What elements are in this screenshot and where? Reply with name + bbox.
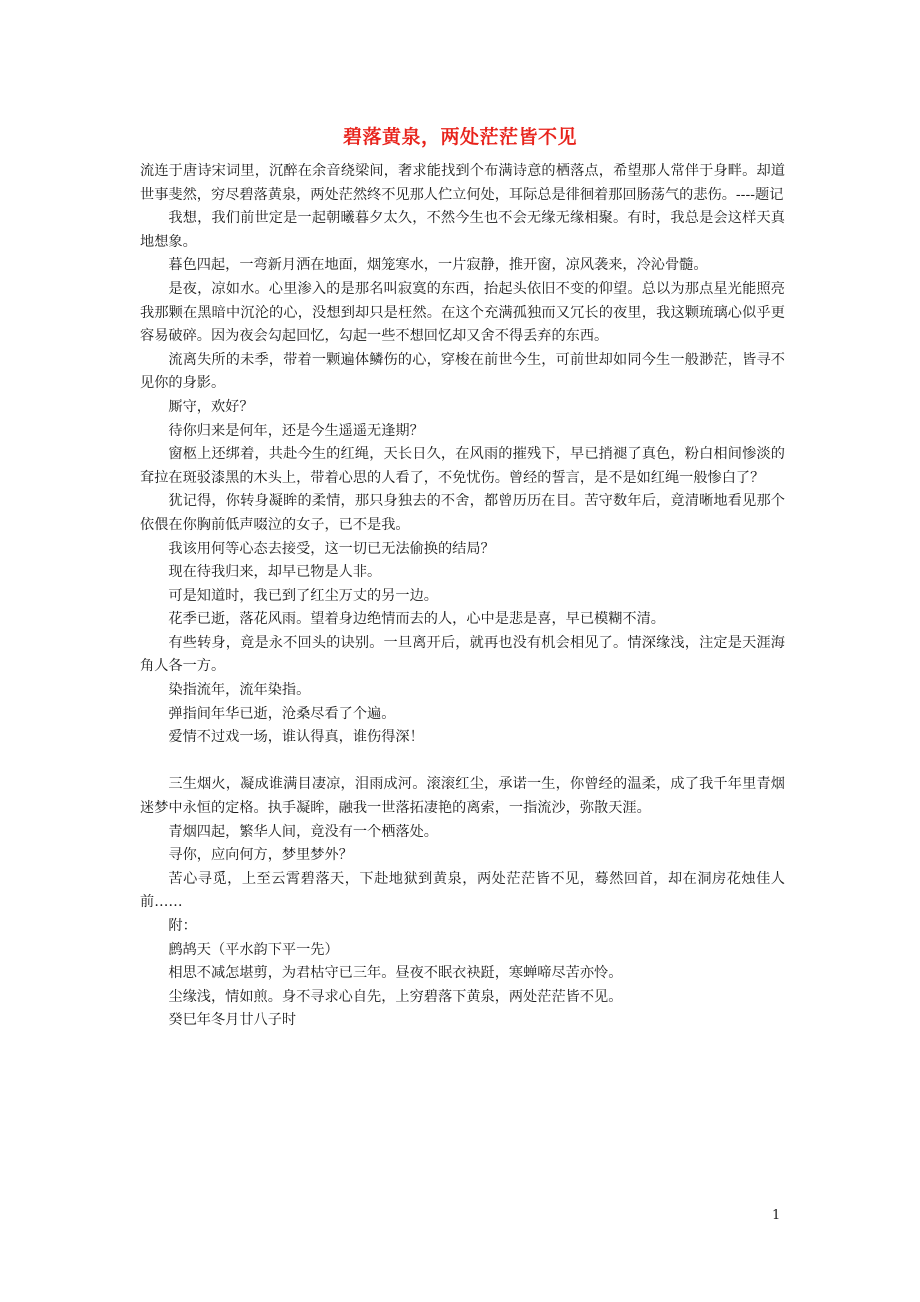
paragraph: 苦心寻觅，上至云霄碧落天，下赴地狱到黄泉，两处茫茫皆不见，蓦然回首，却在洞房花烛佳人前……	[140, 870, 785, 911]
paragraph: 有些转身，竟是永不回头的诀别。一旦离开后，就再也没有机会相见了。情深缘浅，注定是天涯海角人各一方。	[140, 634, 785, 675]
poem-title: 鹧鸪天（平水韵下平一先）	[168, 941, 339, 958]
poem-line: 尘缘浅，情如煎。身不寻求心自先，上穷碧落下黄泉，两处茫茫皆不见。	[168, 988, 623, 1005]
paragraph: 是夜，凉如水。心里渗入的是那名叫寂寞的东西，抬起头依旧不变的仰望。总以为那点星光能照亮我那颗在黑暗中沉沦的心，没想到却只是枉然。在这个充满孤独而又冗长的夜里，我这颗琉璃心似乎更容易破碎。因为夜会勾起回忆，勾起一些不想回忆却又舍不得丢弃的东西。	[140, 280, 785, 345]
paragraph: 我该用何等心态去接受，这一切已无法偷换的结局？	[168, 540, 495, 557]
paragraph-preface: 流连于唐诗宋词里，沉醉在余音绕梁间，奢求能找到个布满诗意的栖落点，希望那人常伴于身畔。却道世事斐然，穷尽碧落黄泉，两处茫然终不见那人伫立何处，耳际总是徘徊着那回肠荡气的悲伤。----题记	[140, 163, 785, 203]
paragraph: 三生烟火，凝成谁满目凄凉，泪雨成河。滚滚红尘，承诺一生，你曾经的温柔，成了我千年里青烟迷梦中永恒的定格。执手凝眸，融我一世落拓凄艳的离索，一指流沙，弥散天涯。	[140, 776, 785, 817]
document-body	[140, 160, 785, 1033]
appendix-label: 附：	[168, 918, 197, 934]
paragraph: 爱情不过戏一场，谁认得真，谁伤得深！	[168, 729, 424, 746]
poem-line: 相思不减怎堪剪，为君枯守已三年。昼夜不眠衣袂跹，寒蝉啼尽苦亦怜。	[168, 965, 623, 982]
paragraph: 现在待我归来，却早已物是人非。	[168, 564, 382, 581]
paragraph: 犹记得，你转身凝眸的柔情，那只身独去的不舍，都曾历历在目。苦守数年后，竟清晰地看见那个依偎在你胸前低声啜泣的女子，已不是我。	[140, 493, 785, 533]
paragraph: 厮守，欢好？	[168, 398, 254, 415]
page-number: 1	[772, 1208, 781, 1223]
paragraph: 染指流年，流年染指。	[168, 682, 311, 699]
paragraph: 窗柩上还绑着，共赴今生的红绳，天长日久，在风雨的摧残下，早已捎褪了真色，粉白相间惨淡的耷拉在斑驳漆黑的木头上，带着心思的人看了，不免忧伤。曾经的誓言，是不是如红绳一般惨白了？	[140, 446, 785, 486]
paragraph: 待你归来是何年，还是今生遥遥无逢期？	[168, 422, 424, 439]
paragraph: 寻你，应向何方，梦里梦外？	[168, 847, 353, 864]
date-signature: 癸巳年冬月廿八子时	[168, 1012, 297, 1029]
document-title: 碧落黄泉，两处茫茫皆不见	[342, 126, 577, 148]
paragraph: 花季已逝，落花风雨。望着身边绝情而去的人，心中是悲是喜，早已模糊不清。	[168, 611, 665, 628]
paragraph: 流离失所的未季，带着一颗遍体鳞伤的心，穿梭在前世今生，可前世却如同今生一般渺茫，皆寻不见你的身影。	[140, 351, 785, 392]
paragraph: 弹指间年华已逝，沧桑尽看了个遍。	[168, 705, 396, 722]
paragraph: 我想，我们前世定是一起朝曦暮夕太久，不然今生也不会无缘无缘相聚。有时，我总是会这样天真地想象。	[140, 210, 785, 250]
paragraph: 可是知道时，我已到了红尘万丈的另一边。	[168, 587, 438, 604]
paragraph: 青烟四起，繁华人间，竟没有一个栖落处。	[168, 823, 438, 840]
paragraph: 暮色四起，一弯新月洒在地面，烟笼寒水，一片寂静，推开窗，凉风袭来，冷沁骨髓。	[168, 257, 708, 274]
